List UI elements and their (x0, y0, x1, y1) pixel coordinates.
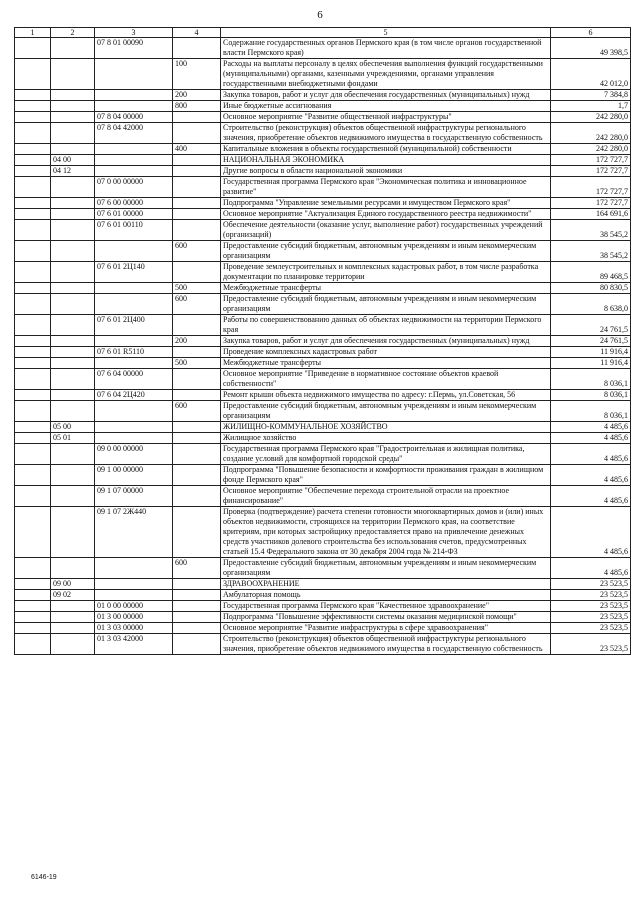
cell-amount: 164 691,6 (551, 209, 631, 220)
cell-section-number (15, 358, 51, 369)
cell-description: Проведение землеустроительных и комплексных кадастровых работ, в том числе разработка документации по планировке территории (221, 262, 551, 283)
cell-section-code (51, 444, 95, 465)
cell-description: Предоставление субсидий бюджетным, автономным учреждениям и иным некоммерческим организациям (221, 294, 551, 315)
cell-expense-type (173, 209, 221, 220)
cell-description: Амбулаторная помощь (221, 590, 551, 601)
cell-target-article (95, 144, 173, 155)
cell-section-code (51, 336, 95, 347)
cell-amount: 172 727,7 (551, 198, 631, 209)
cell-amount: 242 280,0 (551, 123, 631, 144)
cell-section-code (51, 241, 95, 262)
table-row (15, 59, 631, 90)
cell-description: Основное мероприятие "Актуализация Единого государственного реестра недвижимости" (221, 209, 551, 220)
cell-section-code (51, 123, 95, 144)
cell-section-code (51, 144, 95, 155)
cell-amount: 4 485,6 (551, 507, 631, 558)
cell-description: Государственная программа Пермского края "Экономическая политика и инновационное развитие" (221, 177, 551, 198)
cell-description: Предоставление субсидий бюджетным, автономным учреждениям и иным некоммерческим организациям (221, 558, 551, 579)
cell-target-article: 07 6 01 2Ц140 (95, 262, 173, 283)
cell-target-article: 09 0 00 00000 (95, 444, 173, 465)
cell-expense-type (173, 507, 221, 558)
cell-section-number (15, 558, 51, 579)
cell-expense-type (173, 601, 221, 612)
cell-description: Закупка товаров, работ и услуг для обеспечения государственных (муниципальных) нужд (221, 90, 551, 101)
cell-section-number (15, 369, 51, 390)
cell-expense-type (173, 347, 221, 358)
cell-amount: 4 485,6 (551, 433, 631, 444)
table-row (15, 422, 631, 433)
cell-target-article (95, 241, 173, 262)
cell-section-code (51, 198, 95, 209)
cell-amount: 7 384,8 (551, 90, 631, 101)
table-row (15, 601, 631, 612)
cell-section-code: 05 01 (51, 433, 95, 444)
cell-section-code (51, 209, 95, 220)
cell-section-number (15, 579, 51, 590)
cell-target-article: 07 8 01 00090 (95, 38, 173, 59)
cell-expense-type (173, 38, 221, 59)
cell-amount: 23 523,5 (551, 579, 631, 590)
cell-description: Государственная программа Пермского края "Качественное здравоохранение" (221, 601, 551, 612)
cell-amount: 172 727,7 (551, 166, 631, 177)
cell-section-number (15, 112, 51, 123)
cell-description: Проведение комплексных кадастровых работ (221, 347, 551, 358)
column-header: 4 (173, 28, 221, 38)
cell-description: Подпрограмма "Повышение эффективности системы оказания медицинской помощи" (221, 612, 551, 623)
table-row (15, 465, 631, 486)
column-header: 1 (15, 28, 51, 38)
cell-section-number (15, 59, 51, 90)
column-header: 3 (95, 28, 173, 38)
cell-description: Работы по совершенствованию данных об объектах недвижимости на территории Пермского края (221, 315, 551, 336)
table-row (15, 262, 631, 283)
cell-expense-type (173, 422, 221, 433)
cell-target-article (95, 59, 173, 90)
table-row (15, 283, 631, 294)
table-row (15, 623, 631, 634)
table-row (15, 241, 631, 262)
table-row (15, 347, 631, 358)
cell-section-code (51, 101, 95, 112)
cell-amount: 23 523,5 (551, 590, 631, 601)
table-row (15, 579, 631, 590)
cell-amount: 8 036,1 (551, 369, 631, 390)
cell-description: Основное мероприятие "Развитие инфраструктуры в сфере здравоохранения" (221, 623, 551, 634)
cell-expense-type: 200 (173, 336, 221, 347)
table-body (15, 28, 631, 655)
cell-section-number (15, 444, 51, 465)
cell-expense-type (173, 220, 221, 241)
cell-section-code (51, 283, 95, 294)
page-number: 6 (317, 9, 323, 21)
cell-section-code: 09 02 (51, 590, 95, 601)
cell-section-code: 04 00 (51, 155, 95, 166)
cell-target-article (95, 336, 173, 347)
table-row (15, 144, 631, 155)
cell-description: Государственная программа Пермского края "Градостроительная и жилищная политика, создание условий для комфортной городской среды" (221, 444, 551, 465)
cell-expense-type (173, 166, 221, 177)
cell-section-number (15, 601, 51, 612)
column-header: 6 (551, 28, 631, 38)
table-row (15, 507, 631, 558)
cell-section-code (51, 507, 95, 558)
cell-amount: 4 485,6 (551, 558, 631, 579)
cell-description: ЖИЛИЩНО-КОММУНАЛЬНОЕ ХОЗЯЙСТВО (221, 422, 551, 433)
table-row (15, 634, 631, 655)
cell-section-number (15, 101, 51, 112)
cell-expense-type (173, 433, 221, 444)
cell-expense-type (173, 315, 221, 336)
cell-expense-type (173, 612, 221, 623)
cell-expense-type (173, 262, 221, 283)
cell-amount: 23 523,5 (551, 601, 631, 612)
cell-section-number (15, 283, 51, 294)
cell-expense-type (173, 486, 221, 507)
cell-section-code: 09 00 (51, 579, 95, 590)
cell-amount: 1,7 (551, 101, 631, 112)
table-row (15, 198, 631, 209)
cell-section-number (15, 166, 51, 177)
cell-expense-type (173, 590, 221, 601)
cell-target-article: 07 6 04 2Ц420 (95, 390, 173, 401)
cell-description: Межбюджетные трансферты (221, 358, 551, 369)
cell-target-article (95, 433, 173, 444)
cell-target-article (95, 90, 173, 101)
cell-expense-type: 600 (173, 241, 221, 262)
cell-target-article: 07 6 01 00000 (95, 209, 173, 220)
cell-amount: 4 485,6 (551, 444, 631, 465)
table-row (15, 433, 631, 444)
cell-amount: 4 485,6 (551, 486, 631, 507)
table-row (15, 90, 631, 101)
cell-expense-type (173, 465, 221, 486)
cell-target-article (95, 283, 173, 294)
footer-code: 6146-19 (31, 874, 57, 881)
cell-expense-type: 600 (173, 294, 221, 315)
cell-section-number (15, 336, 51, 347)
cell-description: Содержание государственных органов Пермского края (в том числе органов государственной власти Пермского края) (221, 38, 551, 59)
cell-expense-type: 800 (173, 101, 221, 112)
cell-amount: 172 727,7 (551, 155, 631, 166)
table-row (15, 336, 631, 347)
table-row (15, 358, 631, 369)
cell-amount: 242 280,0 (551, 144, 631, 155)
cell-target-article: 01 3 00 00000 (95, 612, 173, 623)
cell-section-code (51, 347, 95, 358)
cell-amount: 8 036,1 (551, 401, 631, 422)
cell-target-article: 07 8 04 00000 (95, 112, 173, 123)
cell-section-code (51, 465, 95, 486)
cell-section-number (15, 623, 51, 634)
table-row (15, 209, 631, 220)
cell-expense-type: 200 (173, 90, 221, 101)
cell-target-article: 01 3 03 42000 (95, 634, 173, 655)
cell-section-code (51, 315, 95, 336)
table-row (15, 369, 631, 390)
cell-amount: 172 727,7 (551, 177, 631, 198)
cell-description: Подпрограмма "Повышение безопасности и комфортности проживания граждан в жилищном фонде Пермского края" (221, 465, 551, 486)
cell-section-number (15, 262, 51, 283)
cell-amount: 49 398,5 (551, 38, 631, 59)
table-row (15, 558, 631, 579)
cell-description: Предоставление субсидий бюджетным, автономным учреждениям и иным некоммерческим организациям (221, 241, 551, 262)
cell-section-number (15, 155, 51, 166)
cell-section-code (51, 401, 95, 422)
cell-description: ЗДРАВООХРАНЕНИЕ (221, 579, 551, 590)
cell-section-code (51, 294, 95, 315)
cell-expense-type: 500 (173, 358, 221, 369)
cell-target-article: 09 1 07 00000 (95, 486, 173, 507)
cell-section-number (15, 590, 51, 601)
cell-expense-type (173, 369, 221, 390)
cell-target-article: 07 6 01 2Ц400 (95, 315, 173, 336)
cell-amount: 80 830,5 (551, 283, 631, 294)
cell-description: Иные бюджетные ассигнования (221, 101, 551, 112)
cell-description: Другие вопросы в области национальной экономики (221, 166, 551, 177)
table-row (15, 220, 631, 241)
cell-section-number (15, 177, 51, 198)
cell-section-number (15, 315, 51, 336)
cell-section-number (15, 198, 51, 209)
cell-expense-type: 100 (173, 59, 221, 90)
cell-amount: 4 485,6 (551, 465, 631, 486)
cell-description: Жилищное хозяйство (221, 433, 551, 444)
cell-target-article (95, 294, 173, 315)
cell-amount: 23 523,5 (551, 623, 631, 634)
cell-section-code (51, 177, 95, 198)
cell-description: Основное мероприятие "Развитие общественной инфраструктуры" (221, 112, 551, 123)
cell-amount: 23 523,5 (551, 634, 631, 655)
cell-section-number (15, 90, 51, 101)
cell-expense-type (173, 634, 221, 655)
cell-section-number (15, 144, 51, 155)
cell-target-article (95, 358, 173, 369)
cell-section-code (51, 369, 95, 390)
cell-section-code (51, 262, 95, 283)
cell-expense-type: 500 (173, 283, 221, 294)
cell-target-article (95, 155, 173, 166)
cell-section-number (15, 390, 51, 401)
column-header: 2 (51, 28, 95, 38)
cell-section-number (15, 507, 51, 558)
column-number-header-row (15, 28, 631, 38)
table-row (15, 590, 631, 601)
cell-section-code: 05 00 (51, 422, 95, 433)
table-row (15, 294, 631, 315)
cell-amount: 38 545,2 (551, 241, 631, 262)
cell-expense-type (173, 623, 221, 634)
cell-description: Основное мероприятие "Приведение в нормативное состояние объектов краевой собственности" (221, 369, 551, 390)
cell-description: НАЦИОНАЛЬНАЯ ЭКОНОМИКА (221, 155, 551, 166)
cell-section-number (15, 465, 51, 486)
cell-target-article: 07 6 04 00000 (95, 369, 173, 390)
table-row (15, 390, 631, 401)
cell-section-code (51, 220, 95, 241)
cell-section-code (51, 601, 95, 612)
cell-section-number (15, 241, 51, 262)
table-row (15, 444, 631, 465)
cell-expense-type: 600 (173, 558, 221, 579)
cell-description: Капитальные вложения в объекты государственной (муниципальной) собственности (221, 144, 551, 155)
cell-description: Ремонт крыши объекта недвижимого имущества по адресу: г.Пермь, ул.Советская, 56 (221, 390, 551, 401)
cell-amount: 24 761,5 (551, 315, 631, 336)
table-row (15, 38, 631, 59)
cell-target-article: 07 8 04 42000 (95, 123, 173, 144)
cell-section-number (15, 294, 51, 315)
cell-description: Строительство (реконструкция) объектов общественной инфраструктуры регионального значения, приобретение объектов недвижимого имущества в государственную собственность (221, 634, 551, 655)
cell-target-article (95, 558, 173, 579)
cell-amount: 24 761,5 (551, 336, 631, 347)
table-row (15, 101, 631, 112)
cell-section-number (15, 401, 51, 422)
cell-amount: 42 012,0 (551, 59, 631, 90)
table-row (15, 612, 631, 623)
table-row (15, 177, 631, 198)
cell-section-number (15, 422, 51, 433)
cell-expense-type (173, 112, 221, 123)
table-row (15, 112, 631, 123)
cell-section-code (51, 38, 95, 59)
cell-section-number (15, 123, 51, 144)
cell-description: Расходы на выплаты персоналу в целях обеспечения выполнения функций государственными (муниципальными) органами, казенными учреждениями, органами управления государственными внебюджетными фондами (221, 59, 551, 90)
cell-description: Предоставление субсидий бюджетным, автономным учреждениям и иным некоммерческим организациям (221, 401, 551, 422)
cell-section-code (51, 112, 95, 123)
cell-description: Закупка товаров, работ и услуг для обеспечения государственных (муниципальных) нужд (221, 336, 551, 347)
cell-description: Межбюджетные трансферты (221, 283, 551, 294)
table-row (15, 166, 631, 177)
cell-target-article: 07 6 00 00000 (95, 198, 173, 209)
table-row (15, 315, 631, 336)
cell-amount: 89 468,5 (551, 262, 631, 283)
cell-expense-type (173, 390, 221, 401)
cell-description: Основное мероприятие "Обеспечение перехода строительной отрасли на проектное финансирование" (221, 486, 551, 507)
cell-amount: 11 916,4 (551, 347, 631, 358)
cell-description: Подпрограмма "Управление земельными ресурсами и имуществом Пермского края" (221, 198, 551, 209)
cell-target-article (95, 101, 173, 112)
cell-section-number (15, 347, 51, 358)
cell-expense-type (173, 579, 221, 590)
cell-section-number (15, 220, 51, 241)
cell-target-article (95, 579, 173, 590)
cell-target-article (95, 590, 173, 601)
cell-section-code (51, 59, 95, 90)
cell-expense-type: 600 (173, 401, 221, 422)
cell-target-article: 07 6 01 00110 (95, 220, 173, 241)
cell-section-number (15, 486, 51, 507)
cell-amount: 4 485,6 (551, 422, 631, 433)
cell-target-article (95, 422, 173, 433)
table-row (15, 486, 631, 507)
cell-section-code (51, 612, 95, 623)
cell-section-code (51, 623, 95, 634)
cell-section-number (15, 612, 51, 623)
column-header: 5 (221, 28, 551, 38)
cell-target-article: 01 3 03 00000 (95, 623, 173, 634)
cell-description: Обеспечение деятельности (оказание услуг, выполнение работ) государственных учреждений (организаций) (221, 220, 551, 241)
cell-expense-type: 400 (173, 144, 221, 155)
cell-amount: 8 036,1 (551, 390, 631, 401)
cell-amount: 23 523,5 (551, 612, 631, 623)
cell-amount: 11 916,4 (551, 358, 631, 369)
cell-expense-type (173, 177, 221, 198)
cell-section-number (15, 634, 51, 655)
table-row (15, 155, 631, 166)
cell-amount: 8 638,0 (551, 294, 631, 315)
cell-amount: 38 545,2 (551, 220, 631, 241)
cell-expense-type (173, 198, 221, 209)
cell-expense-type (173, 155, 221, 166)
cell-section-code (51, 486, 95, 507)
cell-target-article: 07 6 01 R5110 (95, 347, 173, 358)
cell-target-article (95, 401, 173, 422)
table-row (15, 123, 631, 144)
cell-section-number (15, 38, 51, 59)
cell-section-code (51, 558, 95, 579)
cell-description: Проверка (подтверждение) расчета степени готовности многоквартирных домов и (или) иных объектов недвижимости, строящихся на территории Пермского края, на соответствие критериям, при которых застройщику предоставляется право на привлечение денежных средств участников долевого строительства без использования счетов, предусмотренных статьей 15.4 Федерального закона от 30 декабря 2004 года № 214-ФЗ (221, 507, 551, 558)
cell-target-article: 01 0 00 00000 (95, 601, 173, 612)
cell-expense-type (173, 444, 221, 465)
cell-description: Строительство (реконструкция) объектов общественной инфраструктуры регионального значения, приобретение объектов недвижимого имущества в государственную собственность (221, 123, 551, 144)
cell-target-article: 09 1 07 2Ж440 (95, 507, 173, 558)
budget-table (14, 27, 631, 655)
cell-section-code (51, 358, 95, 369)
table-row (15, 401, 631, 422)
cell-section-code: 04 12 (51, 166, 95, 177)
cell-target-article: 09 1 00 00000 (95, 465, 173, 486)
cell-section-number (15, 209, 51, 220)
cell-expense-type (173, 123, 221, 144)
cell-target-article (95, 166, 173, 177)
cell-amount: 242 280,0 (551, 112, 631, 123)
cell-target-article: 07 0 00 00000 (95, 177, 173, 198)
cell-section-code (51, 90, 95, 101)
cell-section-code (51, 634, 95, 655)
cell-section-code (51, 390, 95, 401)
cell-section-number (15, 433, 51, 444)
